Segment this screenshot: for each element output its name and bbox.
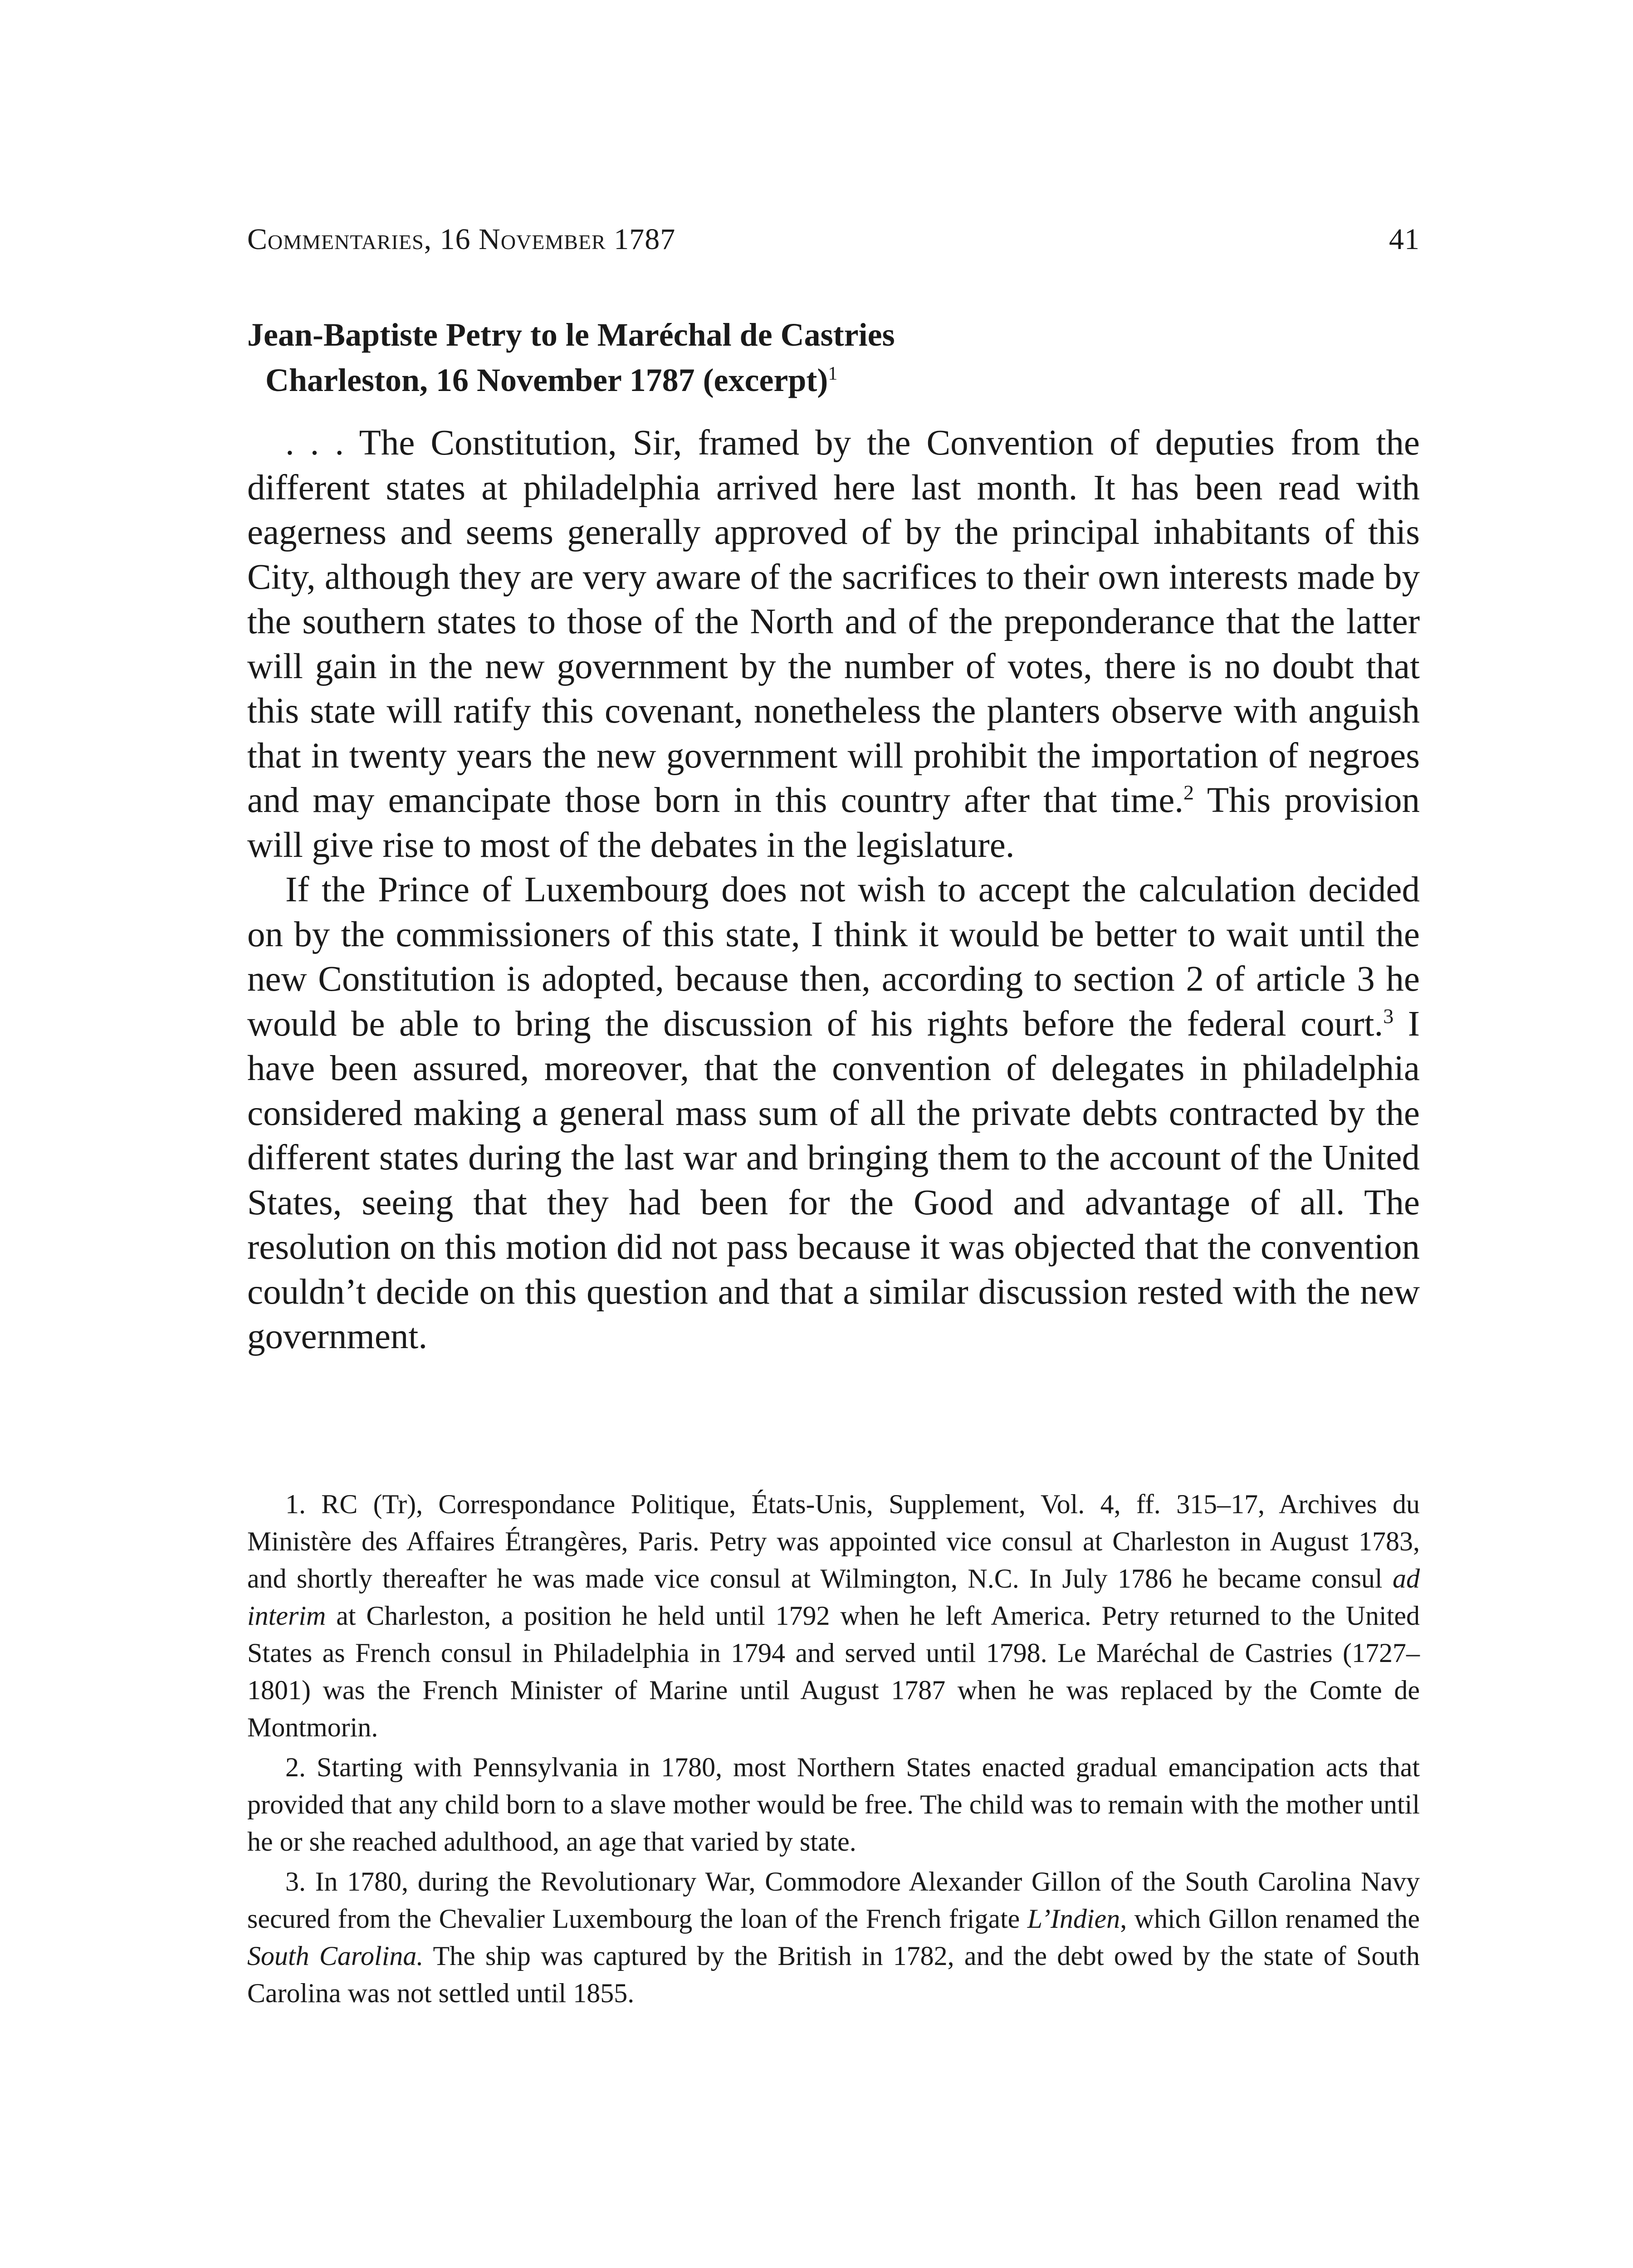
body-paragraph-1-text-a: . . . The Constitution, Sir, framed by the Convention of deputies from the different states at philadelphia arrived here last month. It has been read with eagerness and seems generally approved of by the principal inhabitants of this City, although they are very aware of the sacrifices to their own interests made by the southern states to those of the North and of the preponderance that the latter will gain in the new government by the number of votes, there is no doubt that this state will ratify this covenant, nonetheless the planters observe with anguish that in twenty years the new government will prohibit the importation of negroes and may emancipate those born in this country after that time.	[247, 423, 1420, 820]
heading-dateline-text: Charleston, 16 November 1787 (excerpt)	[265, 362, 828, 398]
footnotes	[247, 1486, 1420, 2012]
heading-title: Jean-Baptiste Petry to le Maréchal de Castries	[247, 317, 895, 353]
body-paragraph-2-text-b: I have been assured, moreover, that the convention of delegates in philadelphia considered making a general mass sum of all the private debts contracted by the different states during the last war and bringing them to the account of the United States, seeing that they had been for the Good and advantage of all. The resolution on this motion did not pass because it was objected that the convention couldn’t decide on this question and that a similar discussion rested with the new government.	[247, 1004, 1420, 1356]
footnote-3-text-a: 3. In 1780, during the Revolutionary War, Commodore Alexander Gillon of the South Carolina Navy secured from the Chevalier Luxembourg the loan of the French frigate	[247, 1867, 1420, 1934]
footnote-1	[247, 1486, 1420, 1746]
document-page	[247, 0, 1420, 2268]
footnote-ref-2: 2	[1183, 781, 1194, 804]
footnote-ref-3: 3	[1383, 1004, 1394, 1028]
body-paragraph-1	[247, 421, 1420, 868]
body-paragraph-2-text-a: If the Prince of Luxembourg does not wish to accept the calculation decided on by the commissioners of this state, I think it would be better to wait until the new Constitution is adopted, because then, according to section 2 of article 3 he would be able to bring the discussion of his rights before the federal court.	[247, 870, 1420, 1044]
heading-note-ref: 1	[828, 363, 838, 384]
body-paragraph-2	[247, 868, 1420, 1359]
letter-body	[247, 421, 1420, 1359]
heading-dateline	[247, 357, 1420, 403]
footnote-3-italic-new-name: South Carolina.	[247, 1941, 424, 1971]
page-number: 41	[1389, 223, 1420, 256]
footnote-1-text-b: at Charleston, a position he held until 1792 when he left America. Petry returned to the United States as French consul in Philadelphia in 1794 and served until 1798. Le Maréchal de Castries (1727–1801) was the French Minister of Marine until August 1787 when he was replaced by the Comte de Montmorin.	[247, 1601, 1420, 1742]
body-paragraph-1-text-b: This provision will give rise to most of the debates in the legislature.	[247, 781, 1420, 865]
footnote-3-text-b: , which Gillon renamed the	[1120, 1904, 1420, 1934]
footnote-3	[247, 1863, 1420, 2012]
footnote-1-italic: ad interim	[247, 1564, 1420, 1631]
running-head	[247, 222, 1420, 277]
footnote-1-text-a: 1. RC (Tr), Correspondance Politique, États-Unis, Supplement, Vol. 4, ff. 315–17, Archives du Ministère des Affaires Étrangères, Paris. Petry was appointed vice consul at Charleston in August 1783, and shortly thereafter he was made vice consul at Wilmington, N.C. In July 1786 he became consul	[247, 1489, 1420, 1593]
footnote-3-text-c: The ship was captured by the British in 1782, and the debt owed by the state of South Carolina was not settled until 1855.	[247, 1941, 1420, 2008]
footnote-2: 2. Starting with Pennsylvania in 1780, most Northern States enacted gradual emancipation acts that provided that any child born to a slave mother would be free. The child was to remain with the mother until he or she reached adulthood, an age that varied by state.	[247, 1752, 1420, 1857]
document-heading	[247, 312, 1420, 403]
footnote-3-italic-ship-name: L’Indien	[1027, 1904, 1120, 1934]
running-head-title: Commentaries, 16 November 1787	[247, 223, 676, 256]
